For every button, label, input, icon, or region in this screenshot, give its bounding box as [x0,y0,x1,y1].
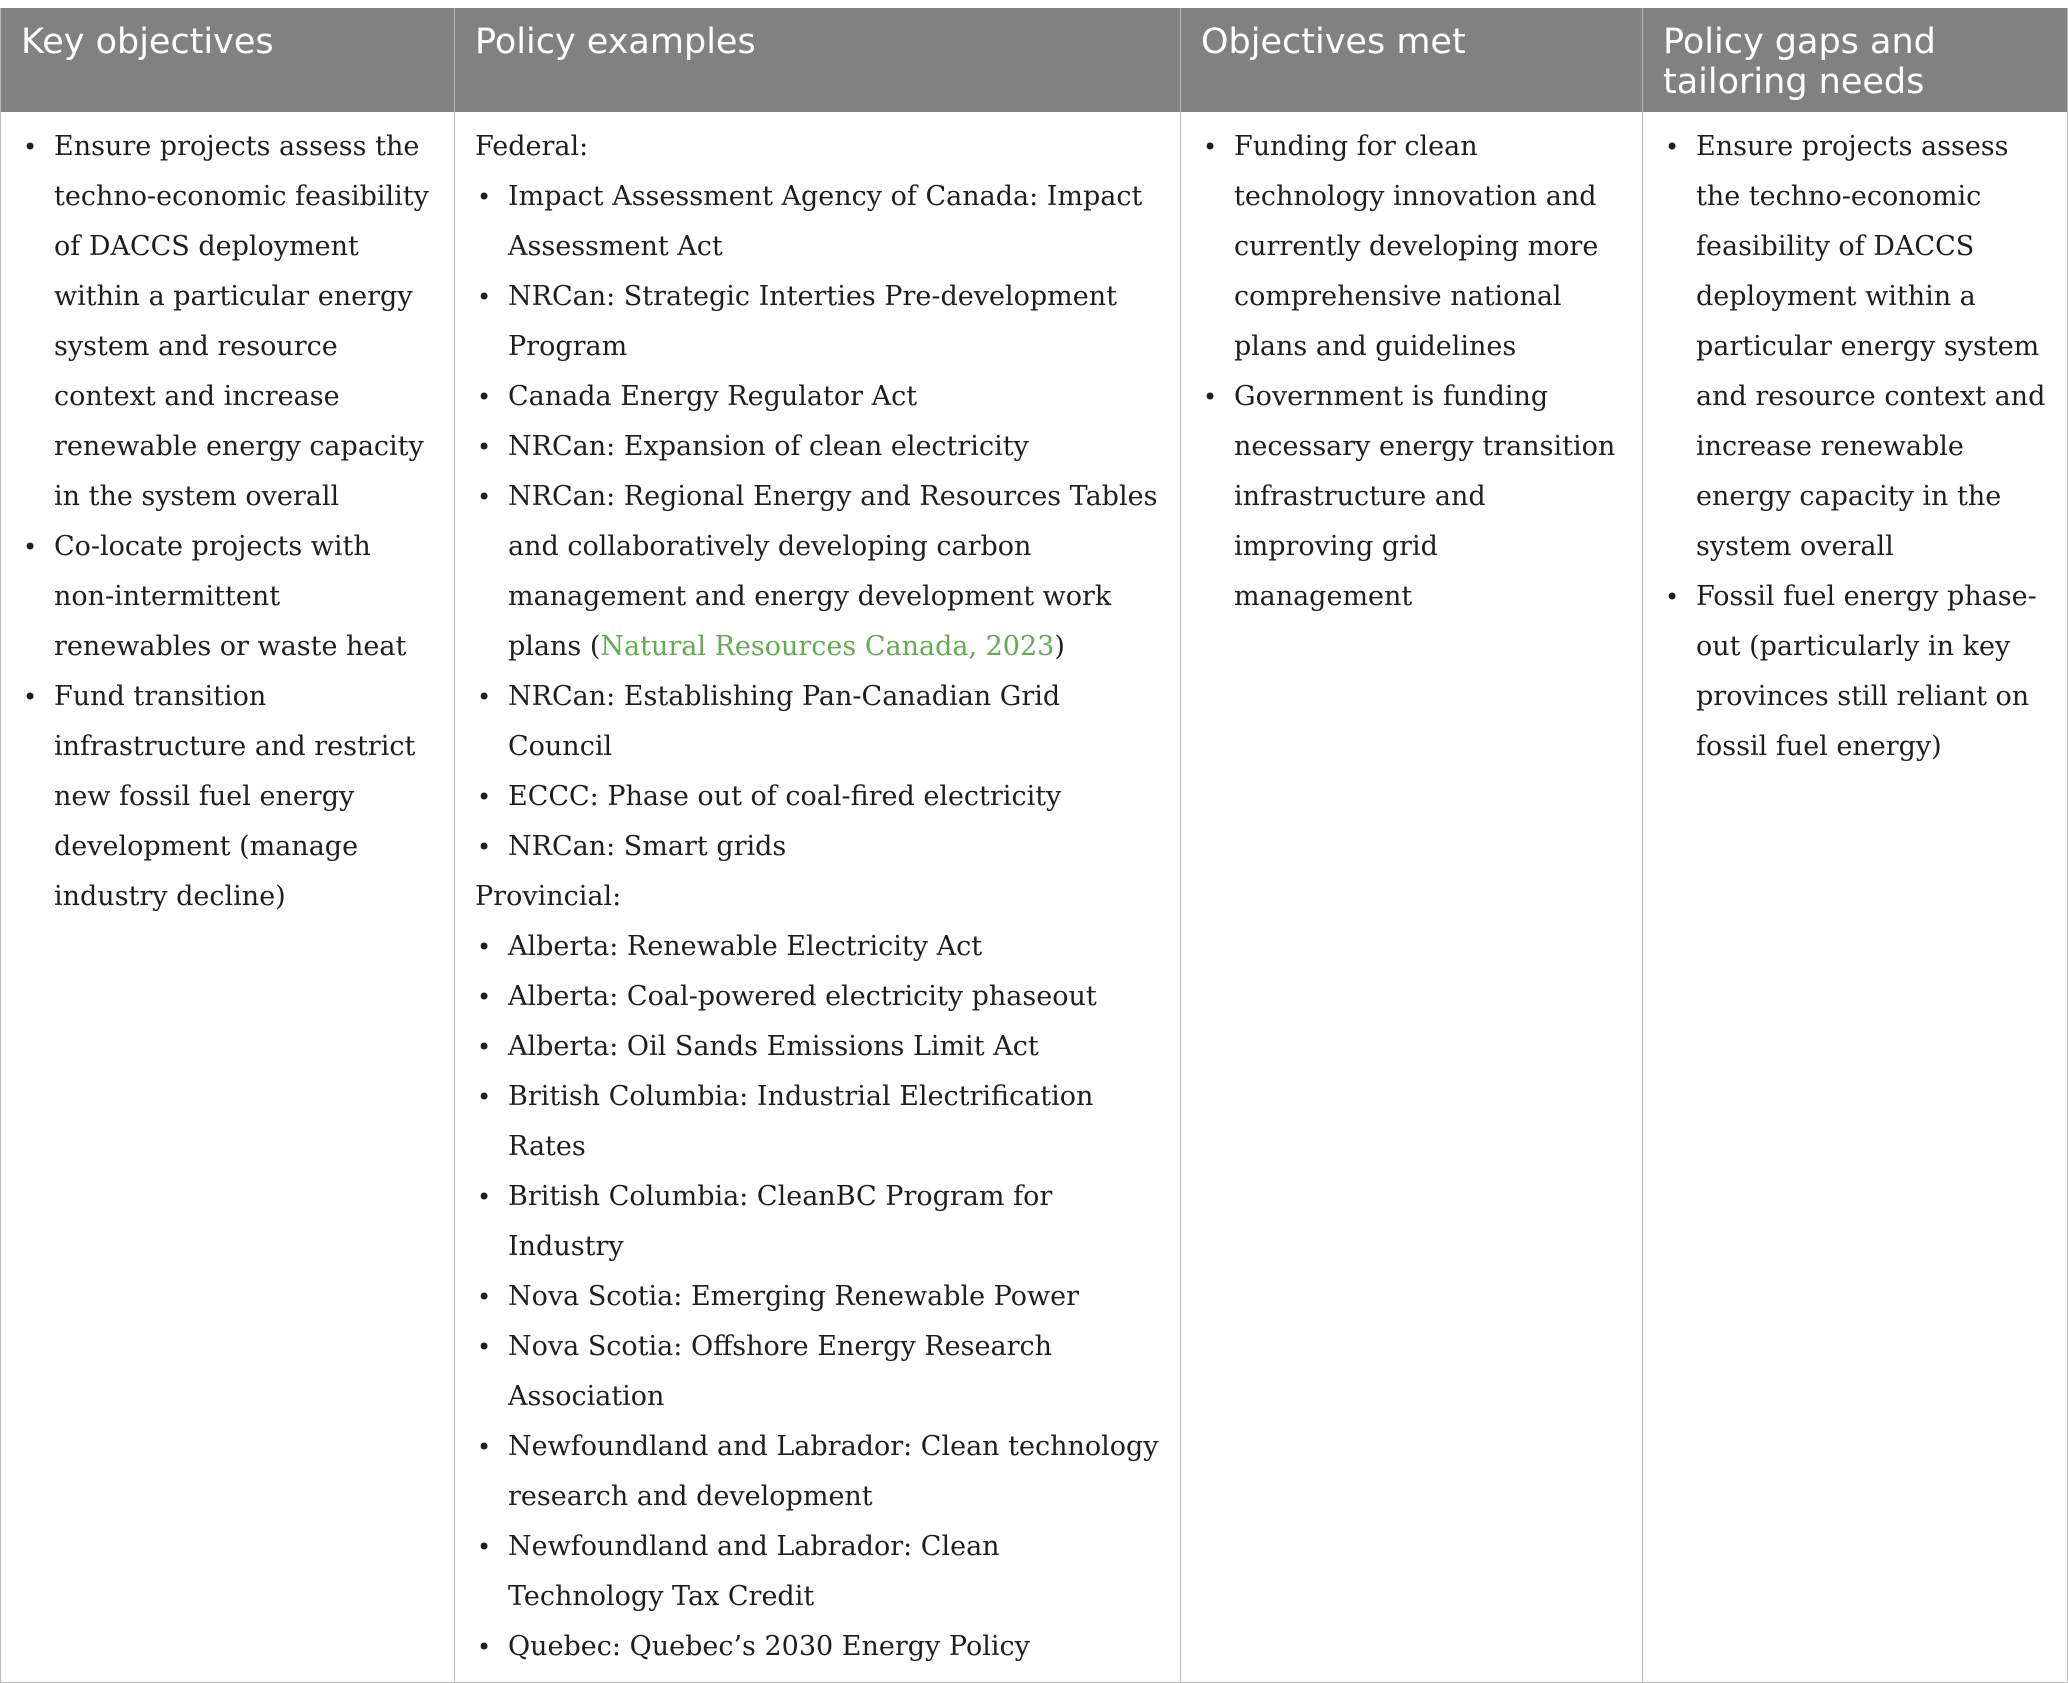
list-item: • NRCan: Strategic Interties Pre-development Program [475,272,1162,372]
list-item: • Ensure projects assess the techno-economic feasibility of DACCS deployment within a particular energy system and resource context and increase renewable energy capacity in the system overall [21,122,436,522]
citation-link[interactable]: Natural Resources Canada, 2023 [600,631,1055,662]
provincial-label: Provincial: [475,881,622,912]
policy-examples-cell [455,112,1181,1683]
key-objectives-list [21,122,436,922]
list-item: • British Columbia: Industrial Electrification Rates [475,1072,1162,1172]
objectives-met-list [1201,122,1624,622]
table-row [1,112,2068,1683]
header-key-objectives: Key objectives [1,8,455,112]
policy-gaps-cell [1643,112,2068,1683]
header-objectives-met: Objectives met [1181,8,1643,112]
key-objectives-cell [1,112,455,1683]
list-item: • Quebec: Quebec’s 2030 Energy Policy [475,1622,1162,1672]
list-item: • Government is funding necessary energy transition infrastructure and improving grid management [1201,372,1624,622]
policy-table [0,8,2068,1683]
list-item: • Nova Scotia: Offshore Energy Research Association [475,1322,1162,1422]
list-item: • NRCan: Smart grids [475,822,1162,872]
header-row [1,8,2068,112]
list-item: • Funding for clean technology innovation and currently developing more comprehensive national plans and guidelines [1201,122,1624,372]
list-item: • NRCan: Expansion of clean electricity [475,422,1162,472]
header-policy-examples: Policy examples [455,8,1181,112]
list-item: • Co-locate projects with non-intermittent renewables or waste heat [21,522,436,672]
federal-list [475,172,1162,872]
list-item [475,472,1162,672]
list-item: • Impact Assessment Agency of Canada: Impact Assessment Act [475,172,1162,272]
list-item: • British Columbia: CleanBC Program for Industry [475,1172,1162,1272]
list-item: • Canada Energy Regulator Act [475,372,1162,422]
list-item: • Newfoundland and Labrador: Clean technology research and development [475,1422,1162,1522]
list-item: • ECCC: Phase out of coal-fired electricity [475,772,1162,822]
list-item: • Newfoundland and Labrador: Clean Technology Tax Credit [475,1522,1162,1622]
list-item: • Fossil fuel energy phase-out (particularly in key provinces still reliant on fossil fuel energy) [1663,572,2049,772]
list-item: • Fund transition infrastructure and restrict new fossil fuel energy development (manage industry decline) [21,672,436,922]
regional-tables-text: NRCan: Regional Energy and Resources Tables and collaboratively developing carbon management and energy development work plans ( [508,481,1158,662]
citation-close: ) [1054,631,1065,662]
list-item: • NRCan: Establishing Pan-Canadian Grid Council [475,672,1162,772]
federal-label: Federal: [475,131,589,162]
list-item: • Alberta: Oil Sands Emissions Limit Act [475,1022,1162,1072]
header-policy-gaps: Policy gaps and tailoring needs [1643,8,2068,112]
provincial-list [475,922,1162,1672]
policy-gaps-list [1663,122,2049,772]
list-item: • Alberta: Coal-powered electricity phaseout [475,972,1162,1022]
objectives-met-cell [1181,112,1643,1683]
list-item: • Ensure projects assess the techno-economic feasibility of DACCS deployment within a particular energy system and resource context and increase renewable energy capacity in the system overall [1663,122,2049,572]
list-item: • Nova Scotia: Emerging Renewable Power [475,1272,1162,1322]
list-item: • Alberta: Renewable Electricity Act [475,922,1162,972]
